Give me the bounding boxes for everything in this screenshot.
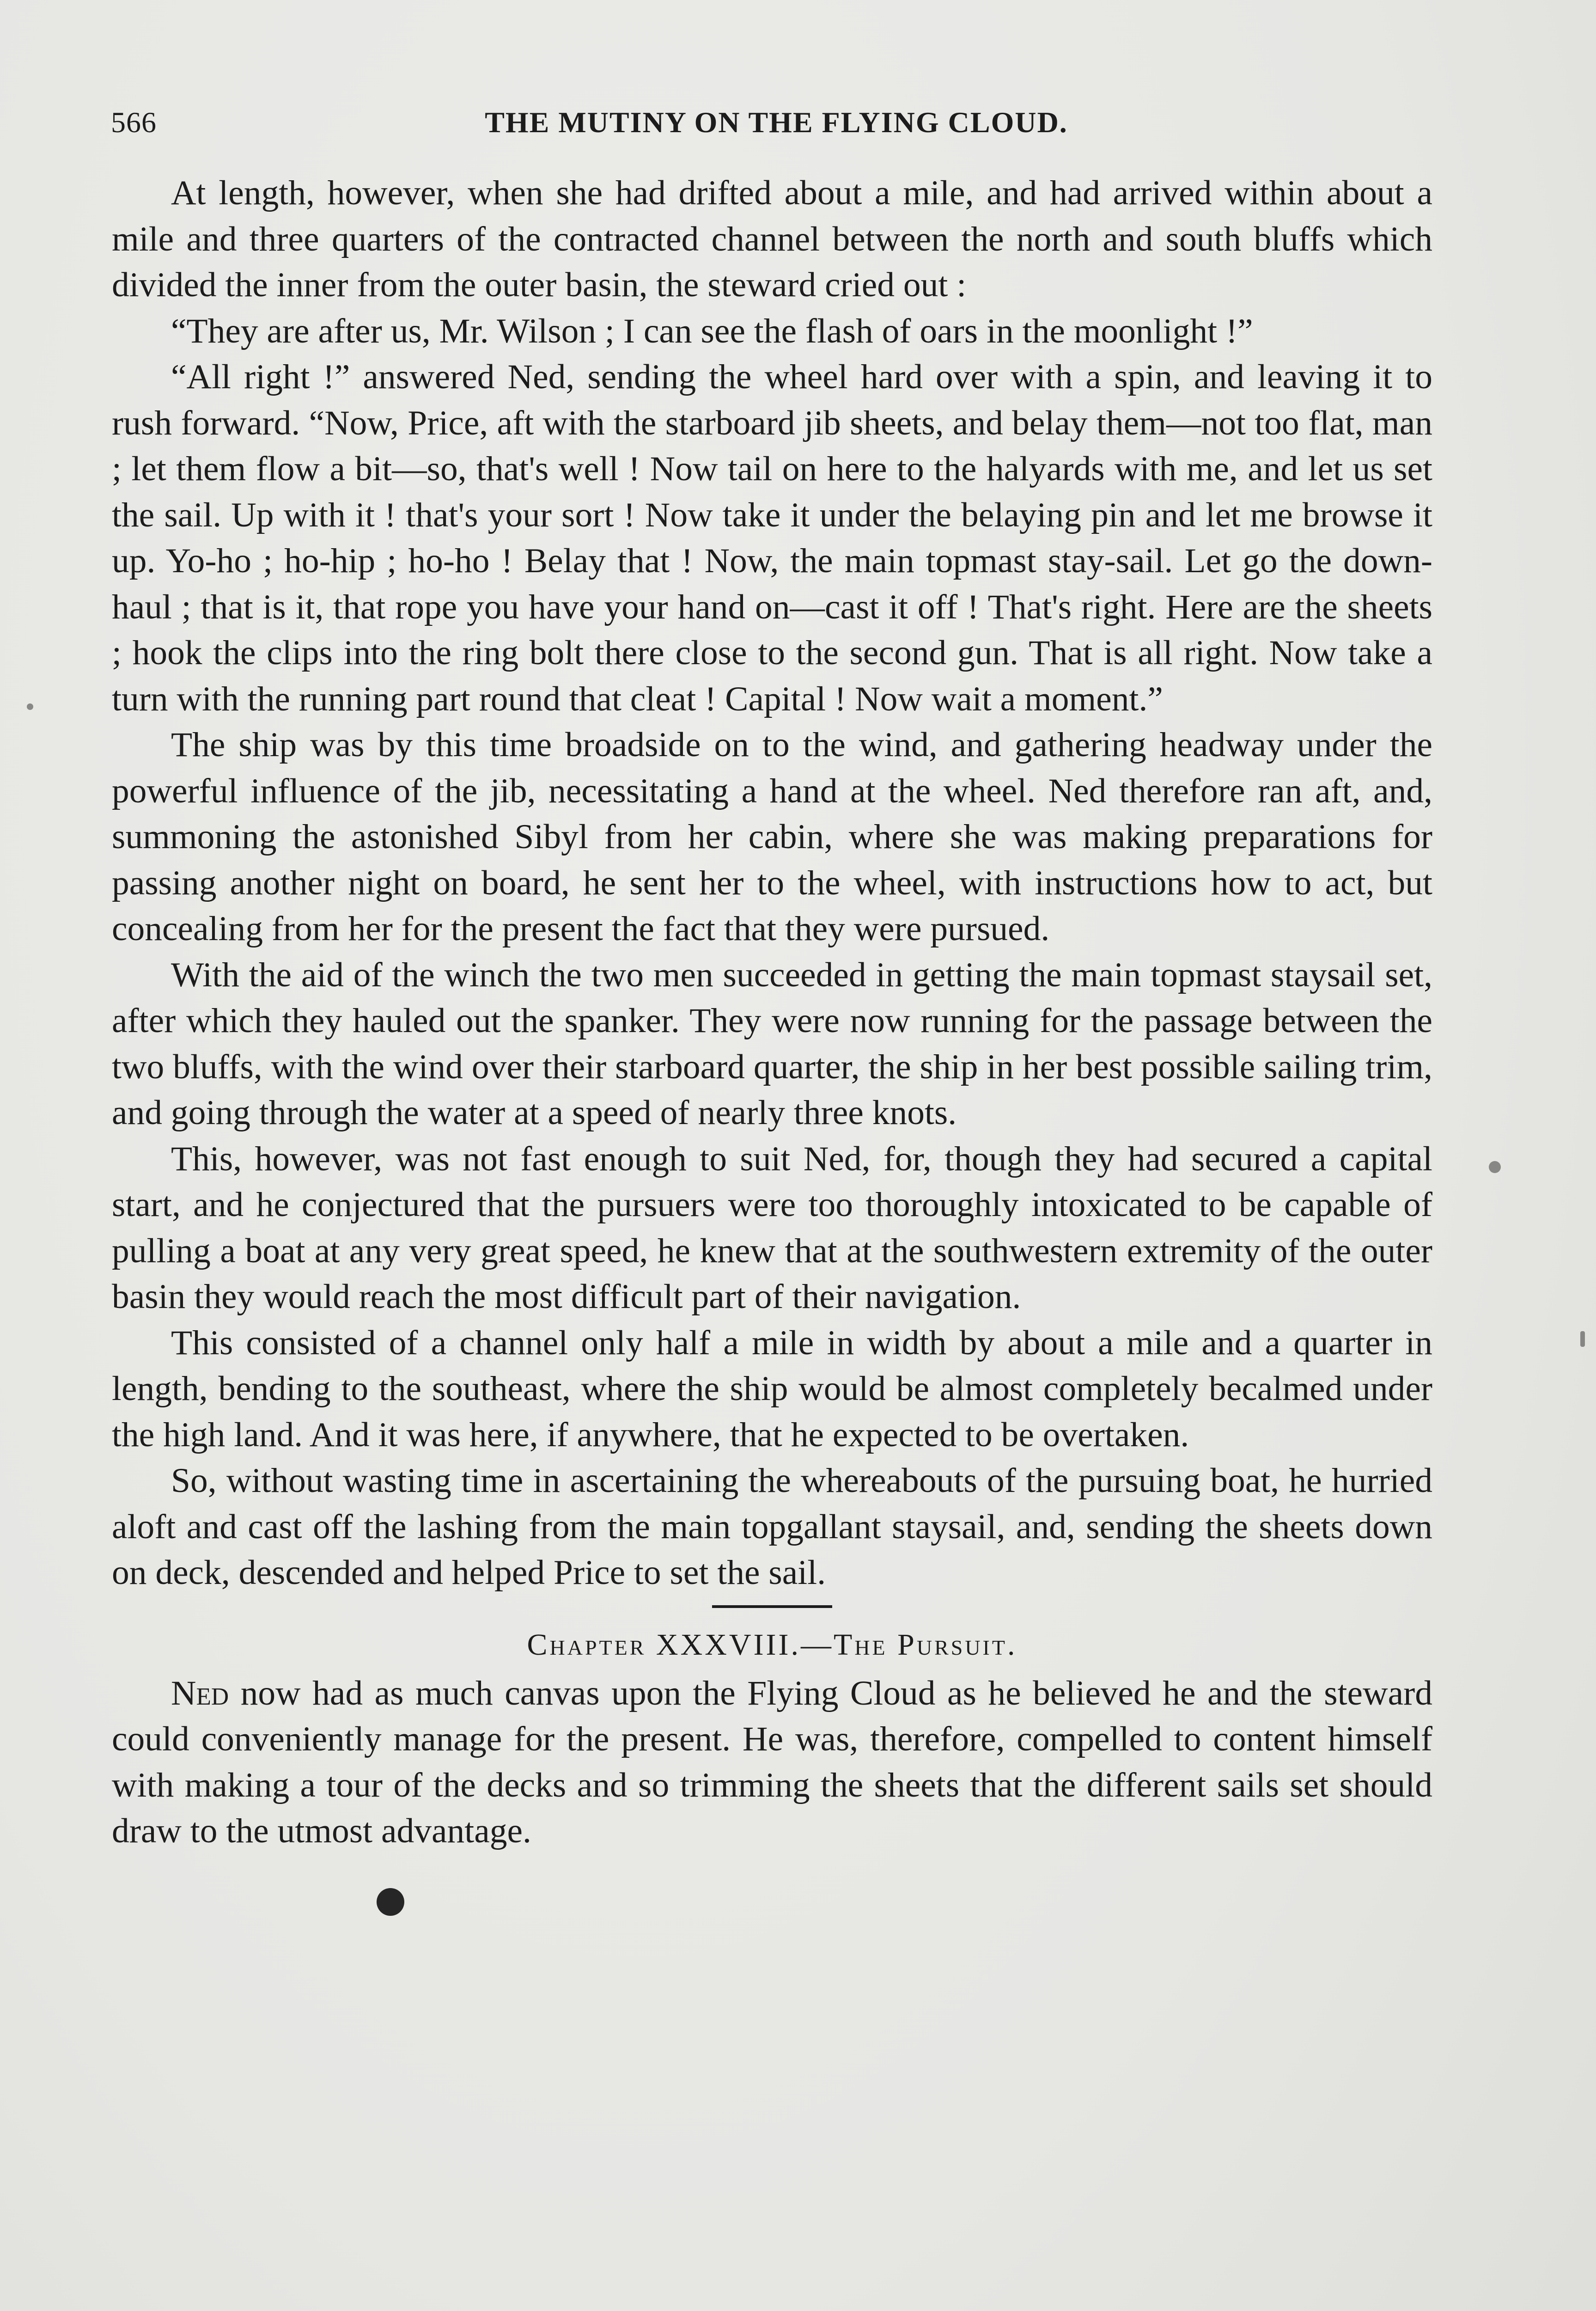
paragraph: This consisted of a channel only half a mile in width by about a mile and a quarter in length, bending to the southeast, where the ship would be almost completely becalmed under the high land. And it was here, if anywhere, that he expected to be overtaken. <box>112 1323 1432 1454</box>
paragraph: The ship was by this time broadside on to the wind, and gathering headway under the powerful influence of the jib, necessitating a hand at the wheel. Ned therefore ran aft, and, summoning the astonished Sibyl from her cabin, where she was making preparations for passing another night on board, he sent her to the wheel, with instructions how to act, but concealing from her for the present the fact that they were pursued. <box>112 726 1432 948</box>
paragraph: At length, however, when she had drifted about a mile, and had arrived within about a mile and three quarters of the contracted channel between the north and south bluffs which divided the inner from the outer basin, the steward cried out : <box>112 174 1432 304</box>
running-title: THE MUTINY ON THE FLYING CLOUD. <box>485 106 1068 139</box>
paragraph: This, however, was not fast enough to suit Ned, for, though they had secured a capital start, and he conjectured that the pursuers were too thoroughly intoxicated to be capable of pulling a boat at any very great speed, he knew that at the southwestern extremity of the outer basin they would reach the most difficult part of their navigation. <box>112 1139 1432 1316</box>
opening-text: now had as much canvas upon the Flying Cloud as he believed he and the steward could conveniently manage for the present. He was, therefore, compelled to content himself with making a tour of the decks and so trimming the sheets that the different sails set should draw to the utmost advantage. <box>112 1674 1432 1850</box>
ink-blot <box>377 1888 404 1916</box>
paragraph: “They are after us, Mr. Wilson ; I can see the flash of oars in the moonlight !” <box>171 312 1253 350</box>
chapter-heading: Chapter XXXVIII.—The Pursuit. <box>527 1627 1017 1662</box>
page-speck <box>1580 1331 1585 1347</box>
paragraph: So, without wasting time in ascertaining the whereabouts of the pursuing boat, he hurried aloft and cast off the lashing from the main topgallant staysail, and, sending the sheets down on deck, descended and helped Price to set the sail. <box>112 1461 1432 1592</box>
page-speck <box>27 703 33 710</box>
body-text <box>112 170 1432 1854</box>
chapter-opening-paragraph <box>112 1670 1432 1854</box>
page-speck <box>1489 1161 1501 1173</box>
running-head <box>111 105 1442 138</box>
chapter-divider <box>712 1605 832 1608</box>
opening-word: Ned <box>171 1674 229 1712</box>
paragraph: With the aid of the winch the two men succeeded in getting the main topmast staysail set, after which they hauled out the spanker. They were now running for the passage between the two bluffs, with the wind over their starboard quarter, the ship in her best possible sailing trim, and going through the water at a speed of nearly three knots. <box>112 955 1432 1132</box>
paragraph: “All right !” answered Ned, sending the wheel hard over with a spin, and leaving it to rush forward. “Now, Price, aft with the starboard jib sheets, and belay them—not too flat, man ; let them flow a bit—so, that's well ! Now tail on here to the halyards with me, and let us set the sail. Up with it ! that's your sort ! Now take it under the belaying pin and let me browse it up. Yo-ho ; ho-hip ; ho-ho ! Belay that ! Now, the main topmast stay-sail. Let go the down-haul ; that is it, that rope you have your hand on—cast it off ! That's right. Here are the sheets ; hook the clips into the ring bolt there close to the second gun. That is all right. Now take a turn with the running part round that cleat ! Capital ! Now wait a moment.” <box>112 358 1432 718</box>
page-number: 566 <box>111 106 157 139</box>
